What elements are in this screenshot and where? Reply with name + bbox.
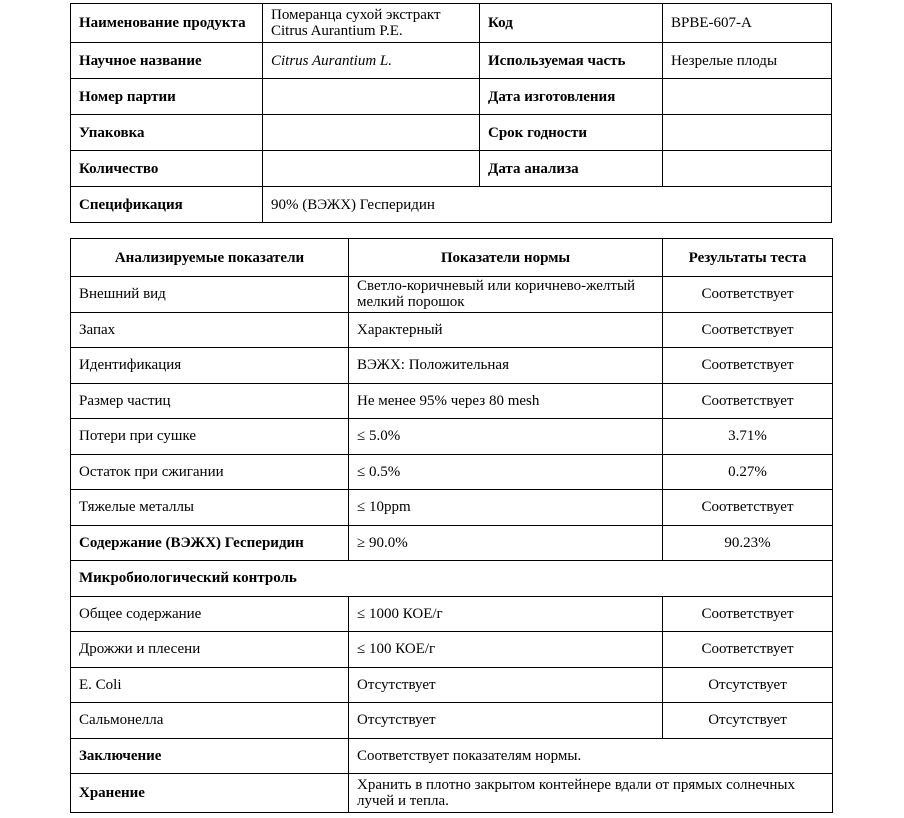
- result-cell: Соответствует: [663, 383, 833, 419]
- norm-cell: ≤ 100 КОЕ/г: [349, 632, 663, 668]
- header-parameter: Анализируемые показатели: [71, 239, 349, 277]
- storage-value: Хранить в плотно закрытом контейнере вдали от прямых солнечных лучей и тепла.: [349, 774, 833, 813]
- table-row: [71, 312, 833, 348]
- packaging-value: [263, 115, 480, 151]
- table-row: [71, 632, 833, 668]
- norm-cell: ≤ 0.5%: [349, 454, 663, 490]
- table-row: [71, 115, 832, 151]
- section-row: [71, 561, 833, 597]
- table-row: [71, 348, 833, 384]
- parameter-cell: Общее содержание: [71, 596, 349, 632]
- parameter-cell: Потери при сушке: [71, 419, 349, 455]
- scientific-name-label: Научное название: [71, 43, 263, 79]
- conclusion-value: Соответствует показателям нормы.: [349, 738, 833, 774]
- conclusion-label: Заключение: [71, 738, 349, 774]
- quantity-value: [263, 151, 480, 187]
- quantity-label: Количество: [71, 151, 263, 187]
- result-cell: Соответствует: [663, 490, 833, 526]
- norm-cell: ≥ 90.0%: [349, 525, 663, 561]
- table-row: [71, 454, 833, 490]
- product-name-label: Наименование продукта: [71, 4, 263, 43]
- micro-section-label: Микробиологический контроль: [71, 561, 833, 597]
- part-used-value: Незрелые плоды: [663, 43, 832, 79]
- norm-cell: ≤ 1000 КОЕ/г: [349, 596, 663, 632]
- parameter-cell: Тяжелые металлы: [71, 490, 349, 526]
- table-row: [71, 490, 833, 526]
- table-row: [71, 383, 833, 419]
- table-row: [71, 277, 833, 313]
- result-cell: 90.23%: [663, 525, 833, 561]
- analysis-table: [70, 238, 833, 813]
- analysis-date-label: Дата анализа: [480, 151, 663, 187]
- parameter-cell: Сальмонелла: [71, 703, 349, 739]
- result-cell: 3.71%: [663, 419, 833, 455]
- parameter-cell: E. Coli: [71, 667, 349, 703]
- header-norm: Показатели нормы: [349, 239, 663, 277]
- conclusion-row: [71, 738, 833, 774]
- parameter-cell: Дрожжи и плесени: [71, 632, 349, 668]
- result-cell: Отсутствует: [663, 667, 833, 703]
- code-value: BPBE-607-A: [663, 4, 832, 43]
- table-row: [71, 703, 833, 739]
- result-cell: Соответствует: [663, 312, 833, 348]
- result-cell: Отсутствует: [663, 703, 833, 739]
- result-cell: Соответствует: [663, 632, 833, 668]
- parameter-cell: Остаток при сжигании: [71, 454, 349, 490]
- header-result: Результаты теста: [663, 239, 833, 277]
- table-row: [71, 525, 833, 561]
- norm-cell: Не менее 95% через 80 mesh: [349, 383, 663, 419]
- table-row: [71, 79, 832, 115]
- norm-cell: ВЭЖХ: Положительная: [349, 348, 663, 384]
- parameter-cell: Внешний вид: [71, 277, 349, 313]
- norm-cell: ≤ 5.0%: [349, 419, 663, 455]
- batch-label: Номер партии: [71, 79, 263, 115]
- manufacture-date-value: [663, 79, 832, 115]
- parameter-cell: Запах: [71, 312, 349, 348]
- table-row: [71, 667, 833, 703]
- expiry-label: Срок годности: [480, 115, 663, 151]
- product-info-table: [70, 3, 832, 223]
- norm-cell: Отсутствует: [349, 703, 663, 739]
- table-row: [71, 151, 832, 187]
- analysis-date-value: [663, 151, 832, 187]
- specification-value: 90% (ВЭЖХ) Гесперидин: [263, 187, 832, 223]
- result-cell: Соответствует: [663, 348, 833, 384]
- expiry-value: [663, 115, 832, 151]
- storage-label: Хранение: [71, 774, 349, 813]
- batch-value: [263, 79, 480, 115]
- result-cell: 0.27%: [663, 454, 833, 490]
- result-cell: Соответствует: [663, 596, 833, 632]
- code-label: Код: [480, 4, 663, 43]
- norm-cell: Отсутствует: [349, 667, 663, 703]
- packaging-label: Упаковка: [71, 115, 263, 151]
- table-row: [71, 419, 833, 455]
- storage-row: [71, 774, 833, 813]
- scientific-name-value: Citrus Aurantium L.: [263, 43, 480, 79]
- product-name-value: Померанца сухой экстракт Citrus Aurantium P.E.: [263, 4, 480, 43]
- table-row: [71, 43, 832, 79]
- table-row: [71, 4, 832, 43]
- specification-label: Спецификация: [71, 187, 263, 223]
- table-header-row: [71, 239, 833, 277]
- manufacture-date-label: Дата изготовления: [480, 79, 663, 115]
- parameter-cell: Идентификация: [71, 348, 349, 384]
- part-used-label: Используемая часть: [480, 43, 663, 79]
- parameter-cell: Содержание (ВЭЖХ) Гесперидин: [71, 525, 349, 561]
- norm-cell: Светло-коричневый или коричнево-желтый мелкий порошок: [349, 277, 663, 313]
- table-row: [71, 596, 833, 632]
- result-cell: Соответствует: [663, 277, 833, 313]
- norm-cell: Характерный: [349, 312, 663, 348]
- parameter-cell: Размер частиц: [71, 383, 349, 419]
- norm-cell: ≤ 10ppm: [349, 490, 663, 526]
- table-row: [71, 187, 832, 223]
